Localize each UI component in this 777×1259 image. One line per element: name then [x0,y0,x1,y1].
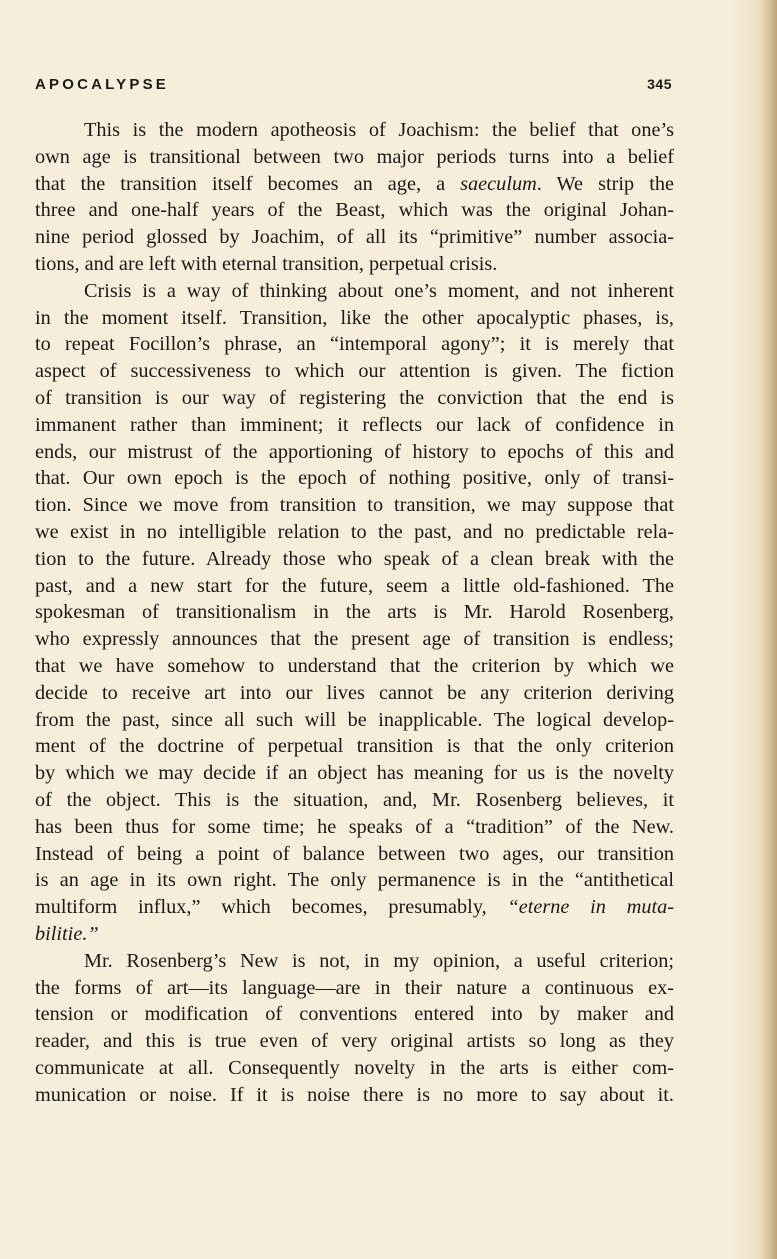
text-run: to repeat Focillon’s phrase, an “intemporal agony”; it is merely that [35,333,674,356]
text-line [35,278,674,305]
italic-run: “eterne in muta- [507,896,675,919]
text-run: has been thus for some time; he speaks of a “tradition” of the New. [35,815,674,838]
text-run: spokesman of transitionalism in the arts is Mr. Harold Rosenberg, [35,601,674,624]
text-run: multiform influx,” which becomes, presumably, [35,896,508,919]
text-run: tion to the future. Already those who speak of a clean break with the [35,547,674,570]
text-line [35,1001,674,1028]
text-run: three and one-half years of the Beast, which was the original Johan- [35,199,674,222]
italic-run: bilitie.” [35,922,99,945]
text-line [35,331,674,358]
text-line [35,358,674,385]
text-run: in the moment itself. Transition, like the other apocalyptic phases, is, [35,306,674,329]
text-run: munication or noise. If it is noise there is no more to say about it. [35,1083,674,1106]
text-run: tions, and are left with eternal transition, perpetual crisis. [35,252,498,275]
text-line [35,626,674,653]
text-line [35,733,674,760]
text-line [35,867,674,894]
text-run: of the object. This is the situation, and, Mr. Rosenberg believes, it [35,788,674,811]
text-line [35,841,674,868]
page-gutter-shadow [759,0,777,1259]
text-run: from the past, since all such will be inapplicable. The logical develop- [35,708,674,731]
text-line [35,465,674,492]
text-run: the forms of art—its language—are in their nature a continuous ex- [35,976,674,999]
text-run: communicate at all. Consequently novelty in the arts is either com- [35,1056,674,1079]
text-line [35,171,674,198]
text-line [35,224,674,251]
text-run: is an age in its own right. The only permanence is in the “antithetical [35,869,674,892]
text-line [35,385,674,412]
text-run: aspect of successiveness to which our attention is given. The fiction [35,360,674,383]
text-run: by which we may decide if an object has meaning for us is the novelty [35,762,674,785]
text-line [35,948,674,975]
text-line [35,653,674,680]
text-line [35,707,674,734]
text-line [35,1028,674,1055]
text-run: Mr. Rosenberg’s New is not, in my opinion, a useful criterion; [84,949,674,972]
text-line [35,492,674,519]
italic-run: saeculum [460,172,537,195]
text-run: tension or modification of conventions entered into by maker and [35,1003,674,1026]
body-text [35,117,674,1108]
text-run: reader, and this is true even of very original artists so long as they [35,1030,674,1053]
text-run: Crisis is a way of thinking about one’s moment, and not inherent [84,279,674,302]
text-line [35,251,674,278]
text-line [35,975,674,1002]
text-line [35,439,674,466]
text-line [35,144,674,171]
text-line [35,1082,674,1109]
text-line [35,787,674,814]
text-line [35,814,674,841]
text-run: This is the modern apotheosis of Joachism: the belief that one’s [84,119,674,141]
text-run: immanent rather than imminent; it reflects our lack of confidence in [35,413,674,436]
text-run: we exist in no intelligible relation to the past, and no predictable rela- [35,520,674,543]
text-run: that we have somehow to understand that the criterion by which we [35,654,674,677]
text-line [35,519,674,546]
page-number: 345 [647,76,672,92]
text-line [35,573,674,600]
text-run: tion. Since we move from transition to transition, we may suppose that [35,494,674,517]
text-run: . We strip the [536,172,674,195]
text-run: that the transition itself becomes an age, a [35,172,461,195]
text-run: decide to receive art into our lives cannot be any criterion deriving [35,681,674,704]
text-run: of transition is our way of registering the conviction that the end is [35,386,674,409]
text-line [35,305,674,332]
text-line [35,546,674,573]
text-line [35,197,674,224]
text-run: past, and a new start for the future, seem a little old-fashioned. The [35,574,674,597]
text-run: own age is transitional between two major periods turns into a belief [35,145,674,168]
text-run: that. Our own epoch is the epoch of nothing positive, only of transi- [35,467,674,490]
text-line [35,412,674,439]
text-run: who expressly announces that the present age of transition is endless; [35,628,674,651]
running-head [35,72,672,96]
text-run: ment of the doctrine of perpetual transition is that the only criterion [35,735,674,758]
text-line [35,1055,674,1082]
text-run: ends, our mistrust of the apportioning of history to epochs of this and [35,440,674,463]
running-title: APOCALYPSE [35,75,169,93]
text-line [35,921,674,948]
text-line [35,760,674,787]
text-run: nine period glossed by Joachim, of all its “primitive” number associa- [35,226,674,249]
text-run: Instead of being a point of balance between two ages, our transition [35,842,674,865]
text-line [35,894,674,921]
text-line [35,117,674,144]
text-line [35,599,674,626]
text-line [35,680,674,707]
